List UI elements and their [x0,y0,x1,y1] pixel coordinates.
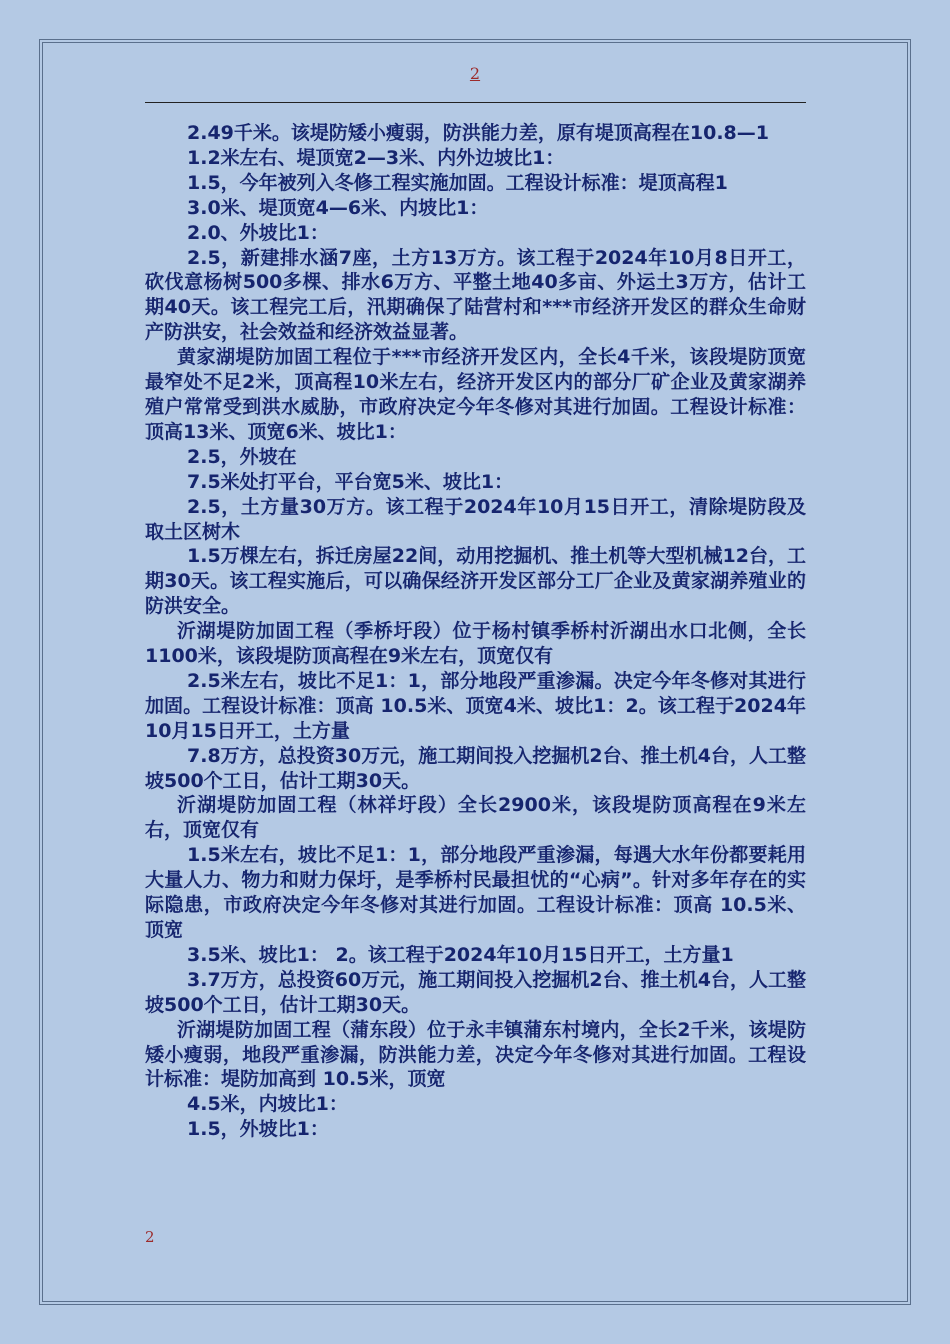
document-body [145,121,806,1142]
body-paragraph: 3.0米、堤顶宽4—6米、内坡比1： [187,196,489,219]
body-paragraph: 7.5米处打平台，平台宽5米、坡比1： [187,470,514,493]
body-paragraph: 2.49千米。该堤防矮小瘦弱，防洪能力差，原有堤顶高程在10.8—1 [187,122,769,144]
body-paragraph: 2.5，新建排水涵7座，土方13万方。该工程于2024年10月8日开工，砍伐意杨树500多棵、排水6万方、平整土地40多亩、外运土3万方，估计工期40天。该工程完工后，汛期确保了陆营村和***市经济开发区的群众生命财产防洪安，社会效益和经济效益显著。 [145,246,806,344]
body-paragraph: 3.5米、坡比1： 2。该工程于2024年10月15日开工，土方量1 [187,943,734,966]
header-page-number: 2 [469,64,481,83]
body-paragraph: 1.5，今年被列入冬修工程实施加固。工程设计标准：堤顶高程1 [187,171,728,194]
body-paragraph: 7.8万方，总投资30万元，施工期间投入挖掘机2台、推土机4台，人工整坡500个工日，估计工期30天。 [145,744,806,792]
body-paragraph: 3.7万方，总投资60万元，施工期间投入挖掘机2台、推土机4台，人工整坡500个工日，估计工期30天。 [145,968,806,1016]
body-paragraph: 沂湖堤防加固工程（林祥圩段）全长2900米，该段堤防顶高程在9米左右，顶宽仅有 [145,794,806,842]
body-paragraph: 2.0、外坡比1： [187,221,329,244]
body-paragraph: 1.5米左右，坡比不足1：1，部分地段严重渗漏，每遇大水年份都要耗用大量人力、物力和财力保圩，是季桥村民最担忧的“心病”。针对多年存在的实际隐患，市政府决定今年冬修对其进行加固。工程设计标准：顶高 10.5米、顶宽 [145,844,806,941]
body-paragraph: 沂湖堤防加固工程（季桥圩段）位于杨村镇季桥村沂湖出水口北侧，全长1100米，该段堤防顶高程在9米左右，顶宽仅有 [145,620,806,668]
body-paragraph: 1.5万棵左右，拆迁房屋22间，动用挖掘机、推土机等大型机械12台，工期30天。该工程实施后，可以确保经济开发区部分工厂企业及黄家湖养殖业的防洪安全。 [145,545,806,618]
body-paragraph: 沂湖堤防加固工程（蒲东段）位于永丰镇蒲东村境内，全长2千米，该堤防矮小瘦弱，地段严重渗漏，防洪能力差，决定今年冬修对其进行加固。工程设计标准：堤防加高到 10.5米，顶宽 [145,1018,806,1091]
body-paragraph: 2.5，外坡在 [187,445,297,468]
body-paragraph: 1.2米左右、堤顶宽2—3米、内外边坡比1： [187,146,565,169]
footer-page-number: 2 [145,1228,155,1246]
body-paragraph: 1.5，外坡比1： [187,1118,329,1141]
body-paragraph: 2.5，土方量30万方。该工程于2024年10月15日开工，清除堤防段及取土区树木 [145,495,806,543]
header-rule [145,102,806,103]
body-paragraph: 2.5米左右，坡比不足1：1，部分地段严重渗漏。决定今年冬修对其进行加固。工程设计标准：顶高 10.5米、顶宽4米、坡比1：2。该工程于2024年10月15日开工，土方量 [145,669,806,742]
body-paragraph: 黄家湖堤防加固工程位于***市经济开发区内，全长4千米，该段堤防顶宽最窄处不足2米，顶高程10米左右，经济开发区内的部分厂矿企业及黄家湖养殖户常常受到洪水威胁，市政府决定今年冬修对其进行加固。工程设计标准：顶高13米、顶宽6米、坡比1： [145,346,806,443]
body-paragraph: 4.5米，内坡比1： [187,1093,348,1116]
